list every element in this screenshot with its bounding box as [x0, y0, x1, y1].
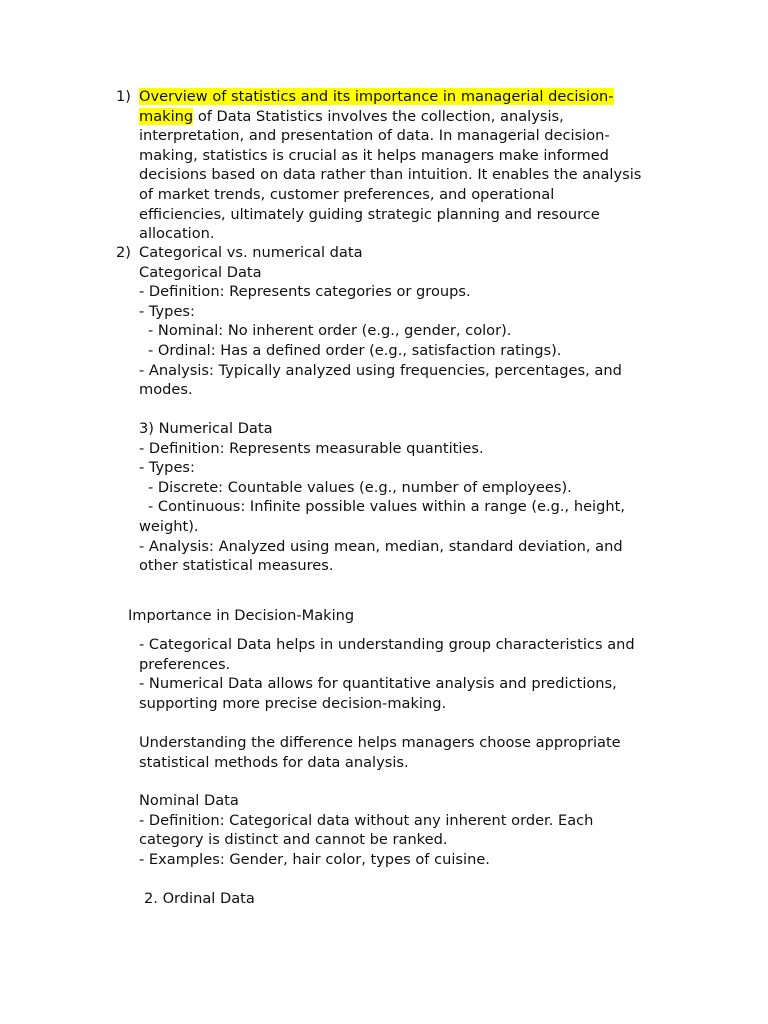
- examples-line: - Examples: Gender, hair color, types of cuisine.: [139, 850, 490, 868]
- list-number-1: 1): [116, 88, 131, 105]
- definition-line-continued: category is distinct and cannot be ranked.: [139, 831, 448, 849]
- understanding-paragraph: [139, 733, 699, 772]
- paragraph-text: of Data Statistics involves the collection, analysis,: [193, 107, 564, 125]
- paragraph-line: statistical methods for data analysis.: [139, 753, 409, 771]
- section-heading: Nominal Data: [139, 792, 239, 809]
- section-title: Categorical vs. numerical data: [139, 244, 363, 261]
- ordinal-data-section: [144, 889, 704, 909]
- importance-heading: Importance in Decision-Making: [128, 607, 355, 624]
- categorical-importance-continued: preferences.: [139, 655, 231, 673]
- numerical-importance-continued: supporting more precise decision-making.: [139, 694, 447, 712]
- list-item-2-body: [139, 243, 676, 400]
- analysis-line: other statistical measures.: [139, 557, 334, 575]
- definition-line: - Definition: Represents categories or groups.: [139, 283, 471, 301]
- categorical-importance: - Categorical Data helps in understanding group characteristics and: [139, 636, 635, 653]
- type-ordinal: - Ordinal: Has a defined order (e.g., satisfaction ratings).: [148, 341, 562, 359]
- section-heading: 2. Ordinal Data: [144, 890, 255, 907]
- list-number-2: 2): [116, 244, 131, 261]
- highlighted-text-continued: making: [139, 107, 194, 125]
- type-nominal: - Nominal: No inherent order (e.g., gender, color).: [148, 322, 512, 340]
- paragraph-line: allocation.: [139, 225, 215, 243]
- importance-heading-block: [128, 606, 688, 626]
- type-continuous: - Continuous: Infinite possible values within a range (e.g., height,: [148, 498, 625, 516]
- paragraph-line: of market trends, customer preferences, and operational: [139, 185, 555, 203]
- type-continuous-continued: weight).: [139, 517, 199, 535]
- paragraph-line: making, statistics is crucial as it helps managers make informed: [139, 146, 609, 164]
- paragraph-line: decisions based on data rather than intuition. It enables the analysis: [139, 166, 642, 184]
- nominal-data-section: [139, 791, 699, 869]
- list-item-1: [116, 87, 676, 244]
- analysis-line: - Analysis: Typically analyzed using frequencies, percentages, and: [139, 361, 622, 379]
- highlighted-text: Overview of statistics and its importance in managerial decision-: [139, 88, 614, 105]
- list-item-2: [116, 243, 676, 400]
- numerical-data-section: [139, 419, 699, 576]
- analysis-line: - Analysis: Analyzed using mean, median, standard deviation, and: [139, 537, 623, 555]
- type-discrete: - Discrete: Countable values (e.g., number of employees).: [148, 478, 572, 496]
- importance-section: [139, 635, 699, 713]
- section-heading: Categorical Data: [139, 263, 262, 281]
- section-heading: 3) Numerical Data: [139, 420, 273, 437]
- paragraph-line: interpretation, and presentation of data. In managerial decision-: [139, 127, 610, 145]
- types-line: - Types:: [139, 459, 195, 477]
- paragraph-line: efficiencies, ultimately guiding strategic planning and resource: [139, 205, 600, 223]
- numerical-importance: - Numerical Data allows for quantitative analysis and predictions,: [139, 675, 617, 693]
- definition-line: - Definition: Represents measurable quantities.: [139, 439, 484, 457]
- list-item-1-body: [139, 87, 676, 244]
- types-line: - Types:: [139, 302, 195, 320]
- analysis-line: modes.: [139, 381, 193, 399]
- definition-line: - Definition: Categorical data without any inherent order. Each: [139, 811, 594, 829]
- paragraph-line: Understanding the difference helps managers choose appropriate: [139, 734, 621, 751]
